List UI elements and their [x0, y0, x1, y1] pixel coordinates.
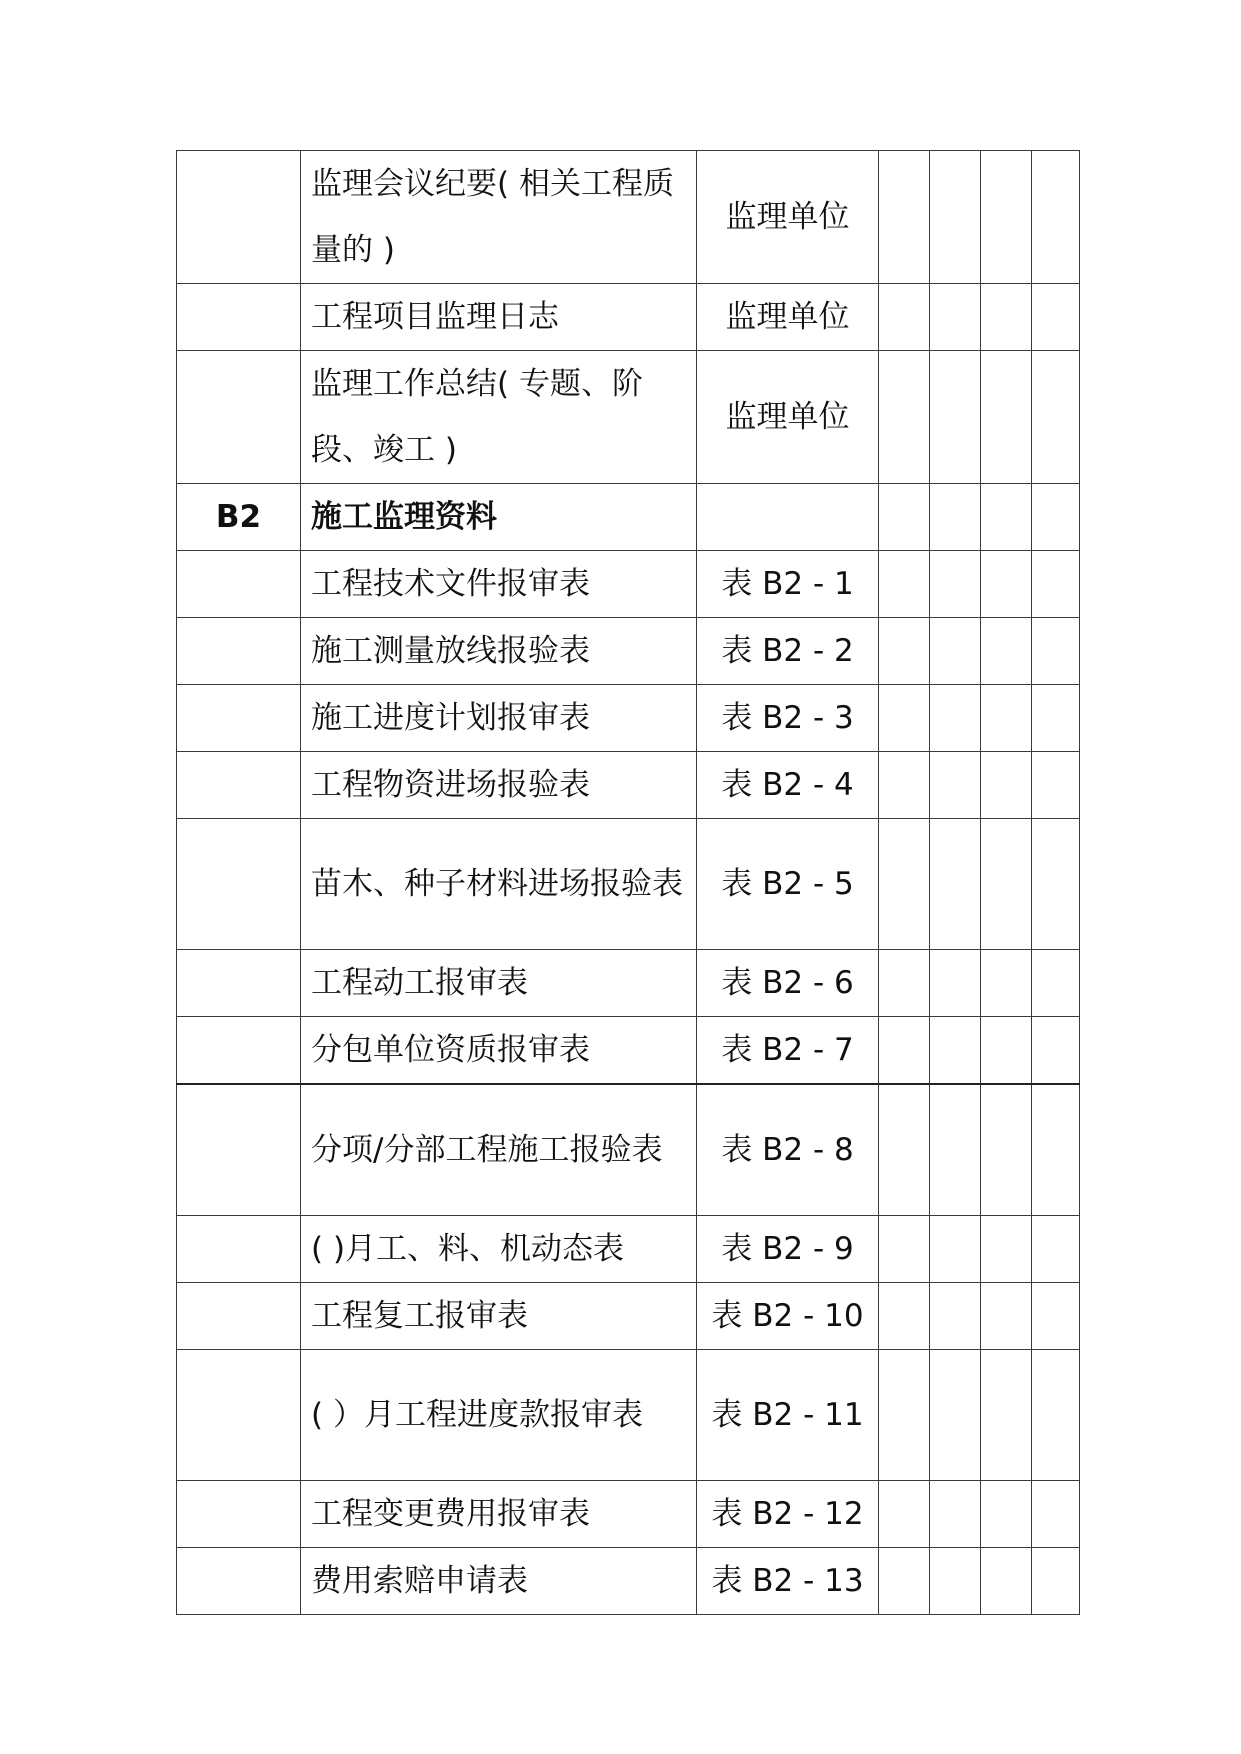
row-code-cell: [177, 1216, 301, 1283]
blank-check-cell: [981, 1084, 1032, 1216]
row-code-cell: [177, 351, 301, 484]
blank-check-cell: [930, 685, 981, 752]
row-code-cell: [177, 1350, 301, 1481]
row-code-cell: [177, 284, 301, 351]
row-reference-cell: 表 B2 - 7: [697, 1017, 879, 1085]
blank-check-cell: [930, 284, 981, 351]
blank-check-cell: [930, 151, 981, 284]
row-name-cell: 苗木、种子材料进场报验表: [301, 819, 697, 950]
archive-list-table: [176, 150, 1080, 1615]
blank-check-cell: [879, 1084, 930, 1216]
row-code-cell: [177, 1017, 301, 1085]
blank-check-cell: [981, 551, 1032, 618]
row-reference-cell: 表 B2 - 4: [697, 752, 879, 819]
blank-check-cell: [981, 1481, 1032, 1548]
blank-check-cell: [981, 618, 1032, 685]
row-name-cell: 监理会议纪要( 相关工程质量的 ): [301, 151, 697, 284]
row-reference-cell: 监理单位: [697, 284, 879, 351]
blank-check-cell: [879, 752, 930, 819]
blank-check-cell: [879, 1017, 930, 1085]
blank-check-cell: [1032, 618, 1080, 685]
blank-check-cell: [1032, 685, 1080, 752]
table-row: [177, 551, 1080, 618]
row-name-cell: 工程物资进场报验表: [301, 752, 697, 819]
blank-check-cell: [981, 1350, 1032, 1481]
blank-check-cell: [879, 351, 930, 484]
row-reference-cell: 表 B2 - 5: [697, 819, 879, 950]
blank-check-cell: [981, 819, 1032, 950]
blank-check-cell: [879, 685, 930, 752]
blank-check-cell: [930, 1017, 981, 1085]
table-row: [177, 1350, 1080, 1481]
blank-check-cell: [879, 284, 930, 351]
row-name-cell: ( )月工、料、机动态表: [301, 1216, 697, 1283]
blank-check-cell: [981, 284, 1032, 351]
row-code-cell: [177, 151, 301, 284]
row-reference-cell: 表 B2 - 9: [697, 1216, 879, 1283]
row-reference-cell: 表 B2 - 8: [697, 1084, 879, 1216]
row-code-cell: [177, 551, 301, 618]
blank-check-cell: [1032, 1548, 1080, 1615]
blank-check-cell: [1032, 1084, 1080, 1216]
row-reference-cell: [697, 484, 879, 551]
row-code-cell: [177, 1283, 301, 1350]
row-code-cell: [177, 819, 301, 950]
blank-check-cell: [1032, 1017, 1080, 1085]
blank-check-cell: [930, 1216, 981, 1283]
blank-check-cell: [930, 551, 981, 618]
row-code-cell: [177, 1084, 301, 1216]
blank-check-cell: [981, 484, 1032, 551]
blank-check-cell: [1032, 752, 1080, 819]
blank-check-cell: [879, 950, 930, 1017]
row-reference-cell: 表 B2 - 13: [697, 1548, 879, 1615]
table-row: [177, 819, 1080, 950]
blank-check-cell: [1032, 1216, 1080, 1283]
blank-check-cell: [879, 1350, 930, 1481]
row-reference-cell: 监理单位: [697, 351, 879, 484]
blank-check-cell: [981, 752, 1032, 819]
table-row: [177, 618, 1080, 685]
section-row: [177, 484, 1080, 551]
row-name-cell: 费用索赔申请表: [301, 1548, 697, 1615]
blank-check-cell: [930, 618, 981, 685]
row-name-cell: ( ）月工程进度款报审表: [301, 1350, 697, 1481]
blank-check-cell: [930, 819, 981, 950]
table-row: [177, 1216, 1080, 1283]
blank-check-cell: [879, 151, 930, 284]
table-row: [177, 1481, 1080, 1548]
blank-check-cell: [879, 618, 930, 685]
row-reference-cell: 表 B2 - 1: [697, 551, 879, 618]
blank-check-cell: [930, 1084, 981, 1216]
blank-check-cell: [930, 950, 981, 1017]
blank-check-cell: [1032, 484, 1080, 551]
blank-check-cell: [981, 1283, 1032, 1350]
blank-check-cell: [930, 351, 981, 484]
row-code-cell: [177, 752, 301, 819]
table-body: [177, 151, 1080, 1615]
row-name-cell: 监理工作总结( 专题、阶段、竣工 ): [301, 351, 697, 484]
row-code-cell: [177, 618, 301, 685]
table-row: [177, 1548, 1080, 1615]
blank-check-cell: [981, 950, 1032, 1017]
blank-check-cell: [1032, 284, 1080, 351]
row-code-cell: B2: [177, 484, 301, 551]
row-name-cell: 分项/分部工程施工报验表: [301, 1084, 697, 1216]
table-row: [177, 1084, 1080, 1216]
row-reference-cell: 表 B2 - 2: [697, 618, 879, 685]
blank-check-cell: [981, 1216, 1032, 1283]
blank-check-cell: [981, 1548, 1032, 1615]
blank-check-cell: [879, 819, 930, 950]
blank-check-cell: [981, 1017, 1032, 1085]
row-name-cell: 分包单位资质报审表: [301, 1017, 697, 1085]
table-row: [177, 151, 1080, 284]
row-code-cell: [177, 685, 301, 752]
row-reference-cell: 表 B2 - 6: [697, 950, 879, 1017]
blank-check-cell: [981, 351, 1032, 484]
blank-check-cell: [879, 1216, 930, 1283]
table-row: [177, 1017, 1080, 1085]
blank-check-cell: [1032, 950, 1080, 1017]
table-row: [177, 1283, 1080, 1350]
row-name-cell: 工程技术文件报审表: [301, 551, 697, 618]
blank-check-cell: [930, 1283, 981, 1350]
row-code-cell: [177, 950, 301, 1017]
table-row: [177, 950, 1080, 1017]
blank-check-cell: [930, 484, 981, 551]
row-name-cell: 工程复工报审表: [301, 1283, 697, 1350]
row-reference-cell: 表 B2 - 12: [697, 1481, 879, 1548]
row-name-cell: 施工监理资料: [301, 484, 697, 551]
table-row: [177, 284, 1080, 351]
row-code-cell: [177, 1481, 301, 1548]
table-row: [177, 351, 1080, 484]
blank-check-cell: [930, 1350, 981, 1481]
blank-check-cell: [879, 484, 930, 551]
blank-check-cell: [1032, 351, 1080, 484]
row-name-cell: 工程变更费用报审表: [301, 1481, 697, 1548]
blank-check-cell: [1032, 1350, 1080, 1481]
blank-check-cell: [879, 1548, 930, 1615]
row-name-cell: 工程动工报审表: [301, 950, 697, 1017]
blank-check-cell: [1032, 1481, 1080, 1548]
row-reference-cell: 监理单位: [697, 151, 879, 284]
table-row: [177, 752, 1080, 819]
blank-check-cell: [879, 1283, 930, 1350]
blank-check-cell: [981, 685, 1032, 752]
row-name-cell: 工程项目监理日志: [301, 284, 697, 351]
table-row: [177, 685, 1080, 752]
row-reference-cell: 表 B2 - 11: [697, 1350, 879, 1481]
blank-check-cell: [930, 752, 981, 819]
row-name-cell: 施工测量放线报验表: [301, 618, 697, 685]
blank-check-cell: [1032, 1283, 1080, 1350]
blank-check-cell: [1032, 151, 1080, 284]
row-reference-cell: 表 B2 - 10: [697, 1283, 879, 1350]
blank-check-cell: [981, 151, 1032, 284]
row-reference-cell: 表 B2 - 3: [697, 685, 879, 752]
blank-check-cell: [879, 1481, 930, 1548]
blank-check-cell: [879, 551, 930, 618]
blank-check-cell: [930, 1548, 981, 1615]
row-code-cell: [177, 1548, 301, 1615]
blank-check-cell: [1032, 551, 1080, 618]
blank-check-cell: [930, 1481, 981, 1548]
blank-check-cell: [1032, 819, 1080, 950]
row-name-cell: 施工进度计划报审表: [301, 685, 697, 752]
